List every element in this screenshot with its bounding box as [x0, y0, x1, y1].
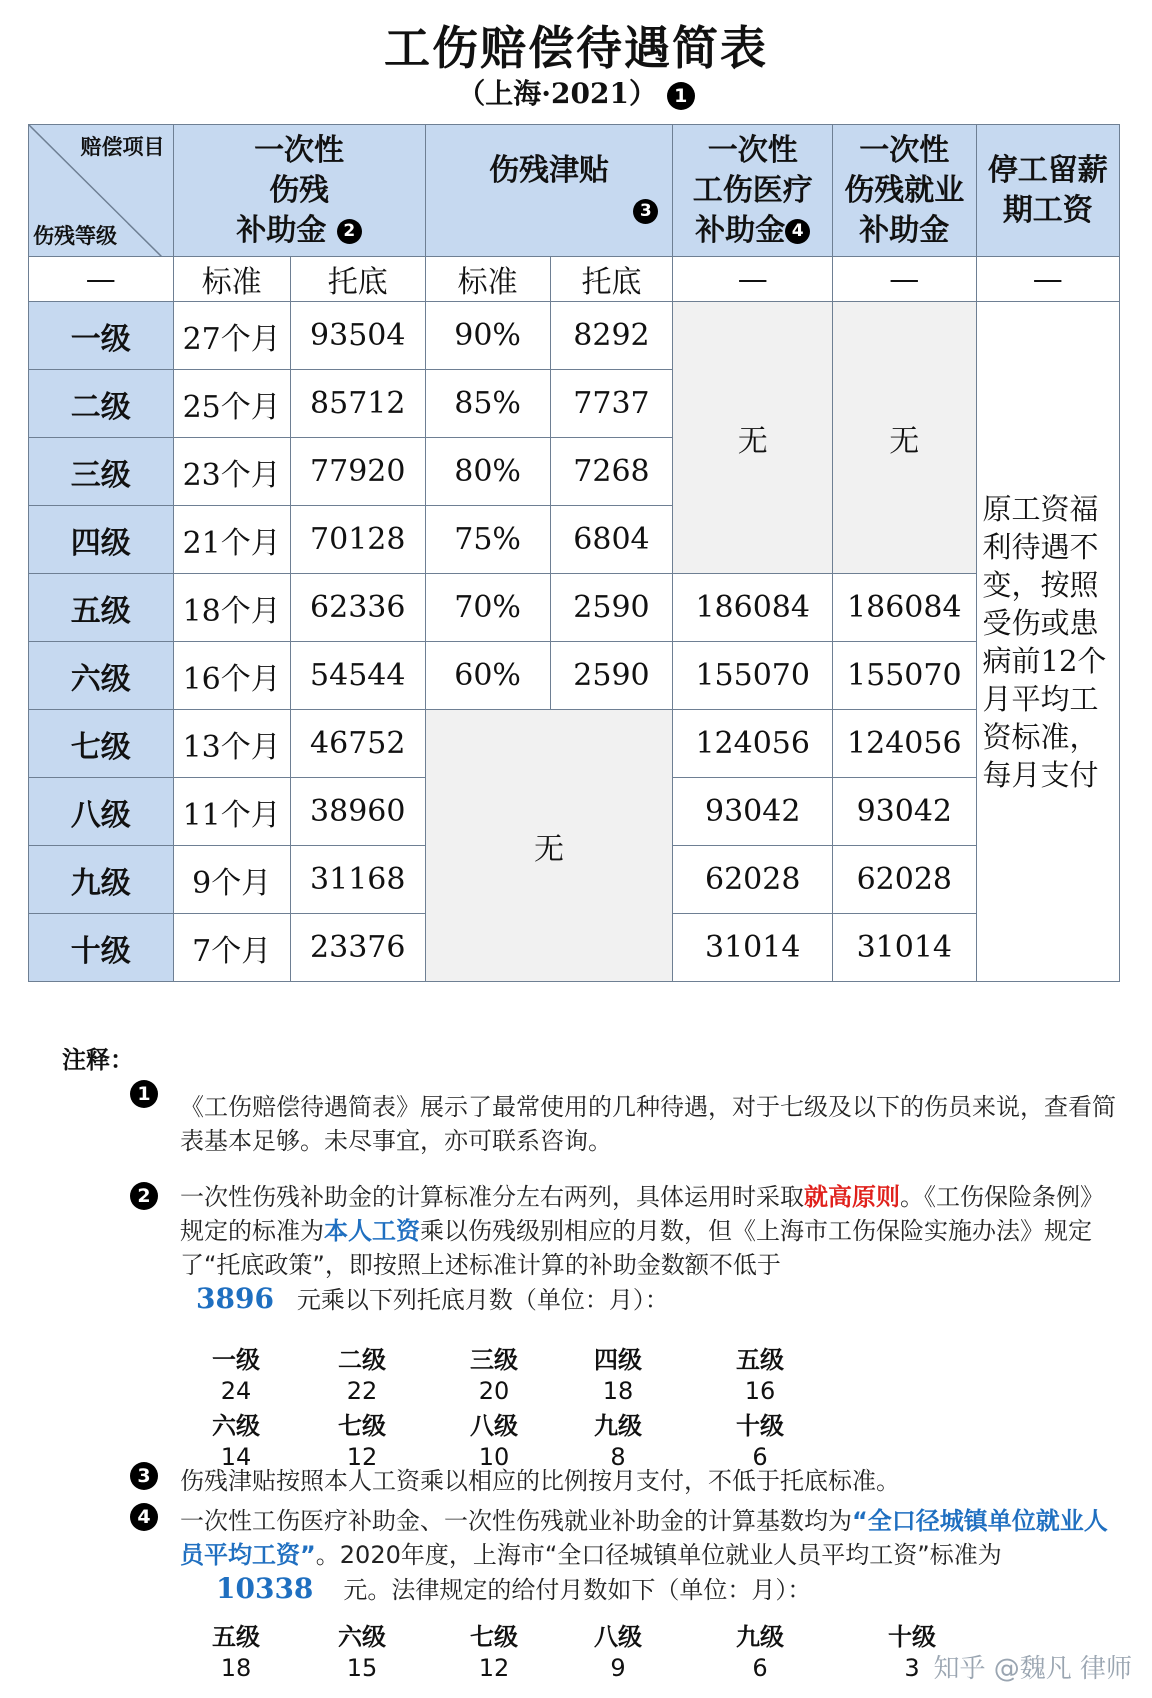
grid-item — [186, 1340, 286, 1405]
header-line: 期工资 — [1002, 192, 1093, 228]
cell-medical-none: 无 — [673, 302, 833, 574]
note-badge-1: 1 — [667, 82, 695, 110]
cell-allowance-floor: 8292 — [550, 302, 673, 370]
note-2-part: 一次性伤残补助金的计算标准分左右两列，具体运用时采取 — [180, 1183, 804, 1211]
cell-allowance-percent: 85% — [425, 370, 550, 438]
cell-standard-months: 9个月 — [173, 846, 290, 914]
grid-item — [312, 1617, 412, 1682]
header-suspension-wage — [976, 125, 1120, 257]
note-4-part: 元。法律规定的给付月数如下（单位：月）： — [343, 1576, 812, 1604]
header-disability-lump-sum — [173, 125, 425, 257]
note-4-badge: 4 — [130, 1503, 158, 1531]
note-2-part: 乘以伤残级别相应的月数，但《上海市工伤保险实施办法》规定了“托底政策”，即按照上述标准计算的补助金数额不低于 — [180, 1217, 1092, 1279]
notes-heading: 注释： — [62, 1046, 134, 1074]
cell-floor-amount: 38960 — [290, 778, 425, 846]
grid-value: 6 — [752, 1654, 768, 1682]
note-badge-3: 3 — [633, 199, 658, 224]
cell-allowance-percent: 90% — [425, 302, 550, 370]
cell-allowance-percent: 70% — [425, 574, 550, 642]
cell-standard-months: 11个月 — [173, 778, 290, 846]
cell-allowance-percent: 60% — [425, 642, 550, 710]
cell-floor-amount: 93504 — [290, 302, 425, 370]
header-text: 补助金 — [236, 212, 327, 248]
row-level: 五级 — [29, 574, 174, 642]
header-line: 工伤医疗 — [692, 172, 813, 208]
header-line: 停工留薪 — [987, 152, 1108, 188]
cell-standard-months: 21个月 — [173, 506, 290, 574]
row-level: 七级 — [29, 710, 174, 778]
header-medical-lump-sum — [673, 125, 833, 257]
grid-item — [568, 1340, 668, 1405]
watermark: 知乎 @魏凡 律师 — [933, 1654, 1132, 1684]
grid-level: 九级 — [594, 1412, 642, 1440]
cell-standard-months: 18个月 — [173, 574, 290, 642]
grid-item — [186, 1406, 286, 1471]
grid-item — [710, 1340, 810, 1405]
note-1-text: 《工伤赔偿待遇简表》展示了最常使用的几种待遇，对于七级及以下的伤员来说，查看简表基本足够。未尽事宜，亦可联系咨询。 — [180, 1093, 1116, 1155]
header-line: 伤残 — [269, 172, 330, 208]
cell-floor-amount: 46752 — [290, 710, 425, 778]
cell-employment-none: 无 — [833, 302, 976, 574]
grid-value: 6 — [752, 1443, 768, 1471]
grid-value: 18 — [220, 1654, 252, 1682]
grid-value: 14 — [220, 1443, 252, 1471]
grid-level: 十级 — [888, 1623, 936, 1651]
cell-employment-amount: 31014 — [833, 914, 976, 982]
grid-item — [312, 1340, 412, 1405]
subheader-standard: 标准 — [173, 257, 290, 302]
header-line — [673, 211, 832, 251]
cell-floor-amount: 62336 — [290, 574, 425, 642]
grid-value: 12 — [478, 1654, 510, 1682]
corner-bottom-label: 伤残等级 — [33, 224, 117, 248]
note-2-highlight-blue: 本人工资 — [324, 1217, 420, 1245]
cell-floor-amount: 23376 — [290, 914, 425, 982]
grid-level: 二级 — [338, 1346, 386, 1374]
cell-medical-amount: 124056 — [673, 710, 833, 778]
header-line: 一次性 — [254, 132, 345, 168]
cell-floor-amount: 85712 — [290, 370, 425, 438]
cell-allowance-floor: 6804 — [550, 506, 673, 574]
grid-level: 八级 — [594, 1623, 642, 1651]
grid-level: 九级 — [736, 1623, 784, 1651]
header-line: 一次性 — [859, 132, 950, 168]
table-row — [29, 642, 1120, 710]
header-line: 伤残就业 — [844, 172, 965, 208]
subheader-floor: 托底 — [290, 257, 425, 302]
cell-suspension-wage: 原工资福利待遇不变，按照受伤或患病前12个月平均工资标准，每月支付 — [976, 302, 1120, 982]
cell-standard-months: 27个月 — [173, 302, 290, 370]
grid-level: 十级 — [736, 1412, 784, 1440]
subtitle-text: （上海·2021） — [457, 77, 657, 110]
note-4-text — [180, 1504, 1120, 1607]
cell-medical-amount: 155070 — [673, 642, 833, 710]
grid-item — [444, 1617, 544, 1682]
grid-level: 三级 — [470, 1346, 518, 1374]
note-4-badge-wrap — [130, 1503, 158, 1531]
cell-medical-amount: 31014 — [673, 914, 833, 982]
subheader-dash: — — [976, 257, 1120, 302]
header-line — [174, 211, 425, 251]
row-level: 一级 — [29, 302, 174, 370]
row-level: 十级 — [29, 914, 174, 982]
note-badge-2: 2 — [337, 219, 362, 244]
cell-allowance-floor: 2590 — [550, 574, 673, 642]
page-title: 工伤赔偿待遇简表 — [384, 21, 768, 75]
cell-medical-amount: 62028 — [673, 846, 833, 914]
note-1-badge: 1 — [130, 1080, 158, 1108]
cell-allowance-none: 无 — [425, 710, 673, 982]
page-subtitle — [0, 72, 1152, 112]
cell-allowance-floor: 7268 — [550, 438, 673, 506]
note-badge-4: 4 — [785, 219, 810, 244]
grid-value: 3 — [904, 1654, 920, 1682]
header-line: 伤残津贴 — [488, 152, 609, 188]
cell-employment-amount: 124056 — [833, 710, 976, 778]
table-row — [29, 710, 1120, 778]
cell-employment-amount: 93042 — [833, 778, 976, 846]
subheader-floor: 托底 — [550, 257, 673, 302]
grid-level: 七级 — [470, 1623, 518, 1651]
note-4-part: 。2020年度，上海市“全口径城镇单位就业人员平均工资”标准为 — [315, 1541, 1002, 1569]
grid-level: 五级 — [212, 1623, 260, 1651]
note-3-badge: 3 — [130, 1462, 158, 1490]
cell-standard-months: 23个月 — [173, 438, 290, 506]
note-4-highlight-blue: “全口径城镇单位就业人员平均工资” — [180, 1507, 1108, 1569]
grid-item — [710, 1406, 810, 1471]
cell-allowance-percent: 75% — [425, 506, 550, 574]
grid-value: 10 — [478, 1443, 510, 1471]
row-level: 二级 — [29, 370, 174, 438]
cell-floor-amount: 54544 — [290, 642, 425, 710]
note-3-badge-wrap — [130, 1462, 158, 1490]
header-line — [426, 191, 673, 231]
cell-allowance-floor: 2590 — [550, 642, 673, 710]
subheader-dash: — — [833, 257, 976, 302]
grid-value: 16 — [744, 1377, 776, 1405]
grid-value: 9 — [610, 1654, 626, 1682]
table-body — [29, 302, 1120, 982]
cell-employment-amount: 186084 — [833, 574, 976, 642]
cell-allowance-floor: 7737 — [550, 370, 673, 438]
note-2-text — [180, 1180, 1120, 1317]
grid-value: 22 — [346, 1377, 378, 1405]
header-corner — [29, 125, 174, 257]
note-4-part: 一次性工伤医疗补助金、一次性伤残就业补助金的计算基数均为 — [180, 1507, 852, 1535]
cell-medical-amount: 186084 — [673, 574, 833, 642]
cell-standard-months: 13个月 — [173, 710, 290, 778]
average-wage-amount: 10338 — [216, 1572, 314, 1605]
cell-employment-amount: 155070 — [833, 642, 976, 710]
grid-value: 18 — [602, 1377, 634, 1405]
grid-item — [710, 1617, 810, 1682]
grid-item — [312, 1406, 412, 1471]
grid-level: 八级 — [470, 1412, 518, 1440]
note-1-badge-wrap — [130, 1080, 158, 1108]
grid-level: 七级 — [338, 1412, 386, 1440]
grid-item — [444, 1406, 544, 1471]
grid-item — [568, 1617, 668, 1682]
note-2-highlight-red: 就高原则 — [804, 1183, 900, 1211]
grid-item — [568, 1406, 668, 1471]
cell-floor-amount: 77920 — [290, 438, 425, 506]
note-3-text: 伤残津贴按照本人工资乘以相应的比例按月支付，不低于托底标准。 — [180, 1467, 900, 1495]
grid-value: 8 — [610, 1443, 626, 1471]
table-row — [29, 574, 1120, 642]
cell-standard-months: 7个月 — [173, 914, 290, 982]
grid-value: 24 — [220, 1377, 252, 1405]
grid-level: 四级 — [594, 1346, 642, 1374]
row-level: 四级 — [29, 506, 174, 574]
row-level: 八级 — [29, 778, 174, 846]
cell-employment-amount: 62028 — [833, 846, 976, 914]
cell-floor-amount: 31168 — [290, 846, 425, 914]
cell-medical-amount: 93042 — [673, 778, 833, 846]
row-level: 三级 — [29, 438, 174, 506]
table-row — [29, 302, 1120, 370]
grid-level: 五级 — [736, 1346, 784, 1374]
subheader-dash: — — [673, 257, 833, 302]
grid-value: 20 — [478, 1377, 510, 1405]
header-employment-lump-sum — [833, 125, 976, 257]
grid-value: 15 — [346, 1654, 378, 1682]
header-disability-allowance — [425, 125, 673, 257]
compensation-table — [28, 124, 1120, 982]
header-text: 补助金 — [695, 212, 786, 248]
row-level: 六级 — [29, 642, 174, 710]
corner-top-label: 赔偿项目 — [80, 135, 165, 159]
cell-standard-months: 25个月 — [173, 370, 290, 438]
grid-level: 一级 — [212, 1346, 260, 1374]
cell-floor-amount: 70128 — [290, 506, 425, 574]
row-level: 九级 — [29, 846, 174, 914]
cell-standard-months: 16个月 — [173, 642, 290, 710]
subheader-standard: 标准 — [425, 257, 550, 302]
note-2-badge: 2 — [130, 1182, 158, 1210]
grid-level: 六级 — [338, 1623, 386, 1651]
note-2-part: 元乘以下列托底月数（单位：月）： — [296, 1286, 669, 1314]
grid-level: 六级 — [212, 1412, 260, 1440]
note-2-badge-wrap — [130, 1182, 158, 1210]
grid-value: 12 — [346, 1443, 378, 1471]
cell-allowance-percent: 80% — [425, 438, 550, 506]
header-line: 一次性 — [707, 132, 798, 168]
floor-base-amount: 3896 — [196, 1282, 274, 1315]
header-line: 补助金 — [859, 212, 950, 248]
grid-item — [444, 1340, 544, 1405]
subheader-dash: — — [29, 257, 174, 302]
grid-item — [186, 1617, 286, 1682]
note-2-part: 。《工伤保险条例》规定的标准为 — [180, 1183, 1104, 1245]
